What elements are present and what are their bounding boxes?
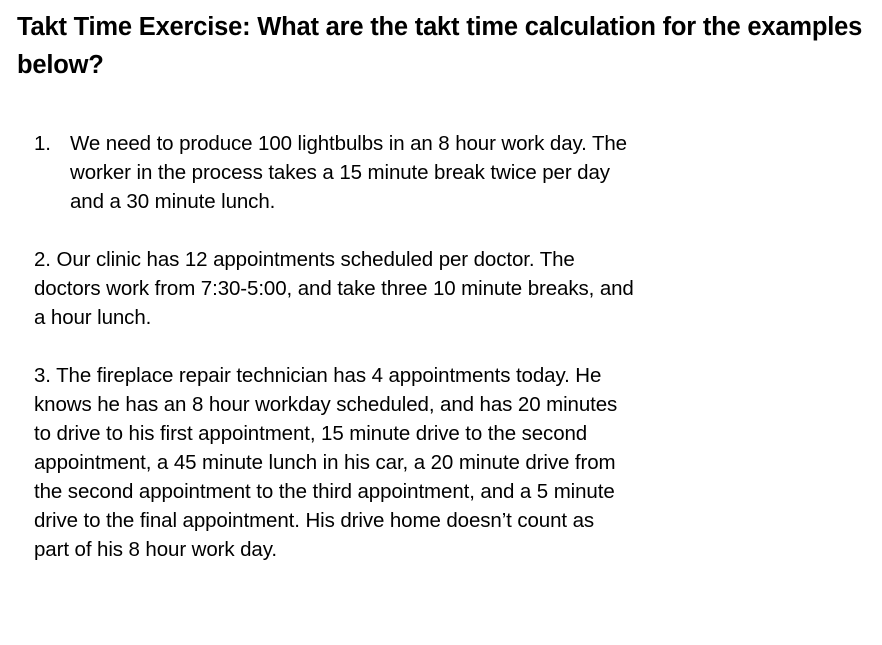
exercise-item-1-text: We need to produce 100 lightbulbs in an 8 hour work day. The worker in the process takes a 15 minute break twice per day and a 30 minute lunch. xyxy=(70,132,627,213)
exercise-item-3-text: 3. The fireplace repair technician has 4 appointments today. He knows he has an 8 hour workday scheduled, and has 20 minutes to drive to his first appointment, 15 minute drive to the second appointment, a 45 minute lunch in his car, a 20 minute drive from the second appointment to the third appointment, and a 5 minute drive to the final appointment. His drive home doesn’t count as part of his 8 hour work day. xyxy=(34,364,618,561)
exercise-item-1-number: 1. xyxy=(34,132,51,155)
slide-title: Takt Time Exercise: What are the takt time calculation for the examples below? xyxy=(17,13,863,79)
exercise-item-2-text: 2. Our clinic has 12 appointments scheduled per doctor. The doctors work from 7:30-5:00, and take three 10 minute breaks, and a hour lunch. xyxy=(34,248,634,329)
exercise-list xyxy=(34,129,634,564)
exercise-item-1 xyxy=(34,129,634,216)
